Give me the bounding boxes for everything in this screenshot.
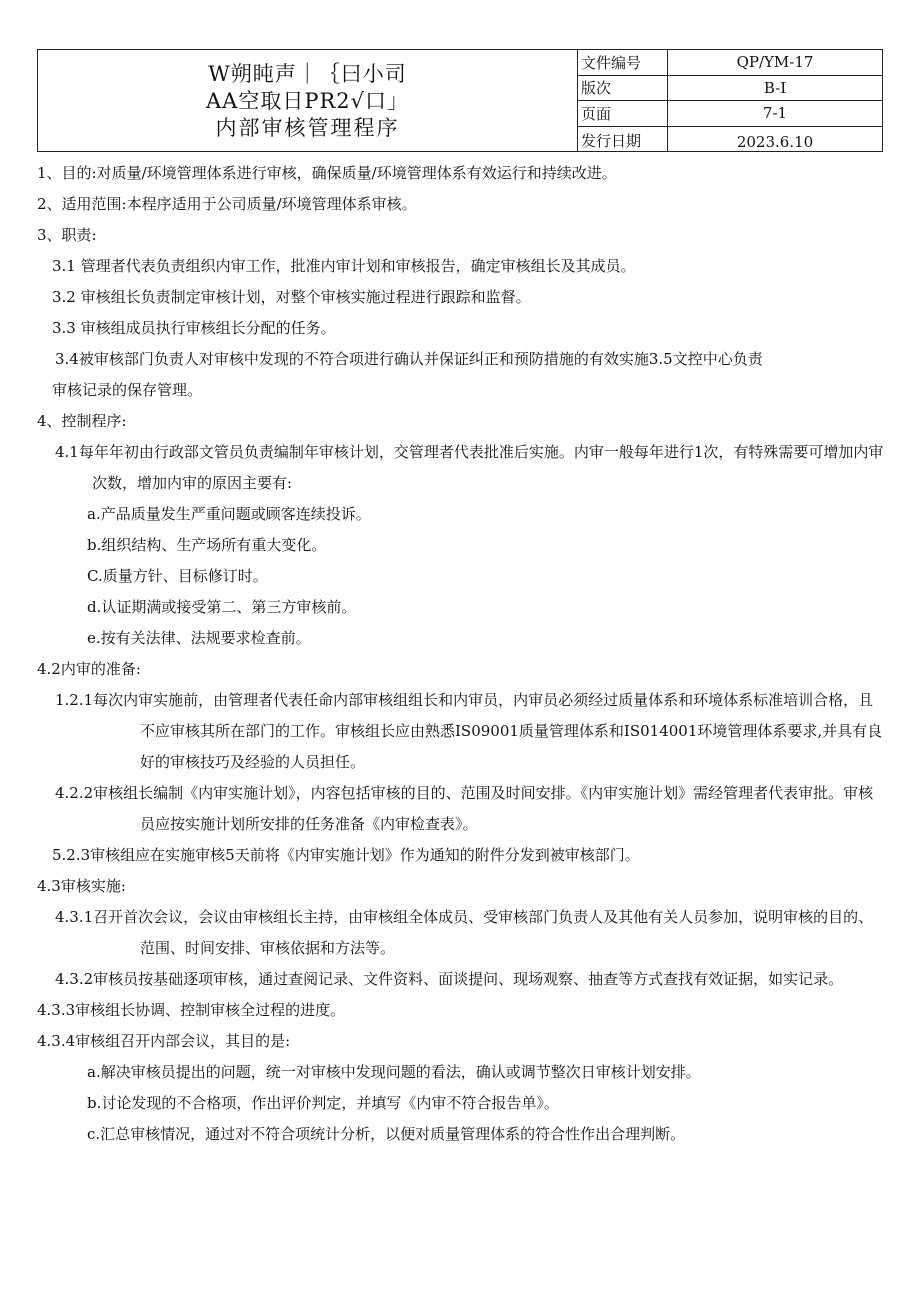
item-4-3-2: 4.3.2审核员按基础逐项审核，通过查阅记录、文件资料、面谈提问、现场观察、抽查等方式查找有效证据，如实记录。 xyxy=(55,970,844,988)
section-responsibilities: 3、职责: xyxy=(37,226,97,244)
item-4-2-3: 5.2.3审核组应在实施审核5天前将《内审实施计划》作为通知的附件分发到被审核部门。 xyxy=(52,846,640,864)
section-scope: 2、适用范围:本程序适用于公司质量/环境管理体系审核。 xyxy=(37,195,417,213)
item-3-4-line2: 审核记录的保存管理。 xyxy=(52,381,203,399)
page-label: 页面 xyxy=(578,101,668,126)
item-3-4-line1: 3.4被审核部门负责人对审核中发现的不符合项进行确认并保证纠正和预防措施的有效实施3.5文控中心负责 xyxy=(55,350,763,368)
header-info-cells xyxy=(578,50,882,151)
page-value: 7-1 xyxy=(762,104,788,123)
issue-date-value: 2023.6.10 xyxy=(736,133,814,151)
header-title-cell xyxy=(38,50,578,151)
item-4-3-4-b: b.讨论发现的不合格项，作出评价判定，并填写《内审不符合报告单》。 xyxy=(87,1094,559,1112)
item-3-2: 3.2 审核组长负责制定审核计划，对整个审核实施过程进行跟踪和监督。 xyxy=(52,288,531,306)
section-4-3-heading: 4.3审核实施: xyxy=(37,877,126,895)
item-4-2-1: 1.2.1每次内审实施前，由管理者代表任命内部审核组组长和内审员，内审员必须经过质量体系和环境体系标准培训合格，且不应审核其所在部门的工作。审核组长应由熟悉IS09001质量管理体系和IS014001环境管理体系要求,并具有良好的审核技巧及经验的人员担任。 xyxy=(55,691,883,771)
version-value: B-I xyxy=(763,78,787,97)
section-control-procedure: 4、控制程序: xyxy=(37,412,127,430)
header-row-version xyxy=(578,76,882,102)
company-name-line2: AA空取日PR2√口」 xyxy=(205,89,409,113)
item-4-1-a: a.产品质量发生严重问题或顾客连续投诉。 xyxy=(87,505,371,523)
section-4-2-heading: 4.2内审的准备: xyxy=(37,660,141,678)
header-row-issue-date xyxy=(578,127,882,152)
item-3-1: 3.1 管理者代表负责组织内审工作，批准内审计划和审核报告，确定审核组长及其成员。 xyxy=(52,257,636,275)
item-4-1-b: b.组织结构、生产场所有重大变化。 xyxy=(87,536,327,554)
company-name-line1: W朔盹声｜｛曰小司 xyxy=(208,62,407,86)
item-4-3-4-a: a.解决审核员提出的问题，统一对审核中发现问题的看法，确认或调节整次日审核计划安排。 xyxy=(87,1063,701,1081)
header-row-page xyxy=(578,101,882,127)
section-purpose: 1、目的:对质量/环境管理体系进行审核，确保质量/环境管理体系有效运行和持续改进。 xyxy=(37,164,617,182)
item-4-1: 4.1每年年初由行政部文管员负责编制年审核计划，交管理者代表批准后实施。内审一般每年进行1次，有特殊需要可增加内审次数，增加内审的原因主要有: xyxy=(55,443,884,492)
item-4-3-1: 4.3.1召开首次会议，会议由审核组长主持，由审核组全体成员、受审核部门负责人及其他有关人员参加，说明审核的目的、范围、时间安排、审核依据和方法等。 xyxy=(55,908,874,957)
procedure-title: 内部审核管理程序 xyxy=(215,116,400,140)
item-4-3-3: 4.3.3审核组长协调、控制审核全过程的进度。 xyxy=(37,1001,346,1019)
item-4-3-4: 4.3.4审核组召开内部会议，其目的是: xyxy=(37,1032,291,1050)
issue-date-label: 发行日期 xyxy=(578,127,668,152)
item-4-1-c: C.质量方针、目标修订时。 xyxy=(87,567,268,585)
version-label: 版次 xyxy=(578,76,668,101)
item-4-1-d: d.认证期满或接受第二、第三方审核前。 xyxy=(87,598,357,616)
header-row-doc-number xyxy=(578,50,882,76)
doc-number-label: 文件编号 xyxy=(578,50,668,75)
item-4-3-4-c: c.汇总审核情况，通过对不符合项统计分析，以便对质量管理体系的符合性作出合理判断。 xyxy=(87,1125,686,1143)
document-body xyxy=(37,158,887,1150)
document-header-table xyxy=(37,49,883,152)
item-3-3: 3.3 审核组成员执行审核组长分配的任务。 xyxy=(52,319,336,337)
item-4-2-2: 4.2.2审核组长编制《内审实施计划》，内容包括审核的目的、范围及时间安排。《内审实施计划》需经管理者代表审批。审核员应按实施计划所安排的任务准备《内审检查表》。 xyxy=(55,784,874,833)
item-4-1-e: e.按有关法律、法规要求检查前。 xyxy=(87,629,311,647)
doc-number-value: QP/YM-17 xyxy=(736,53,814,72)
